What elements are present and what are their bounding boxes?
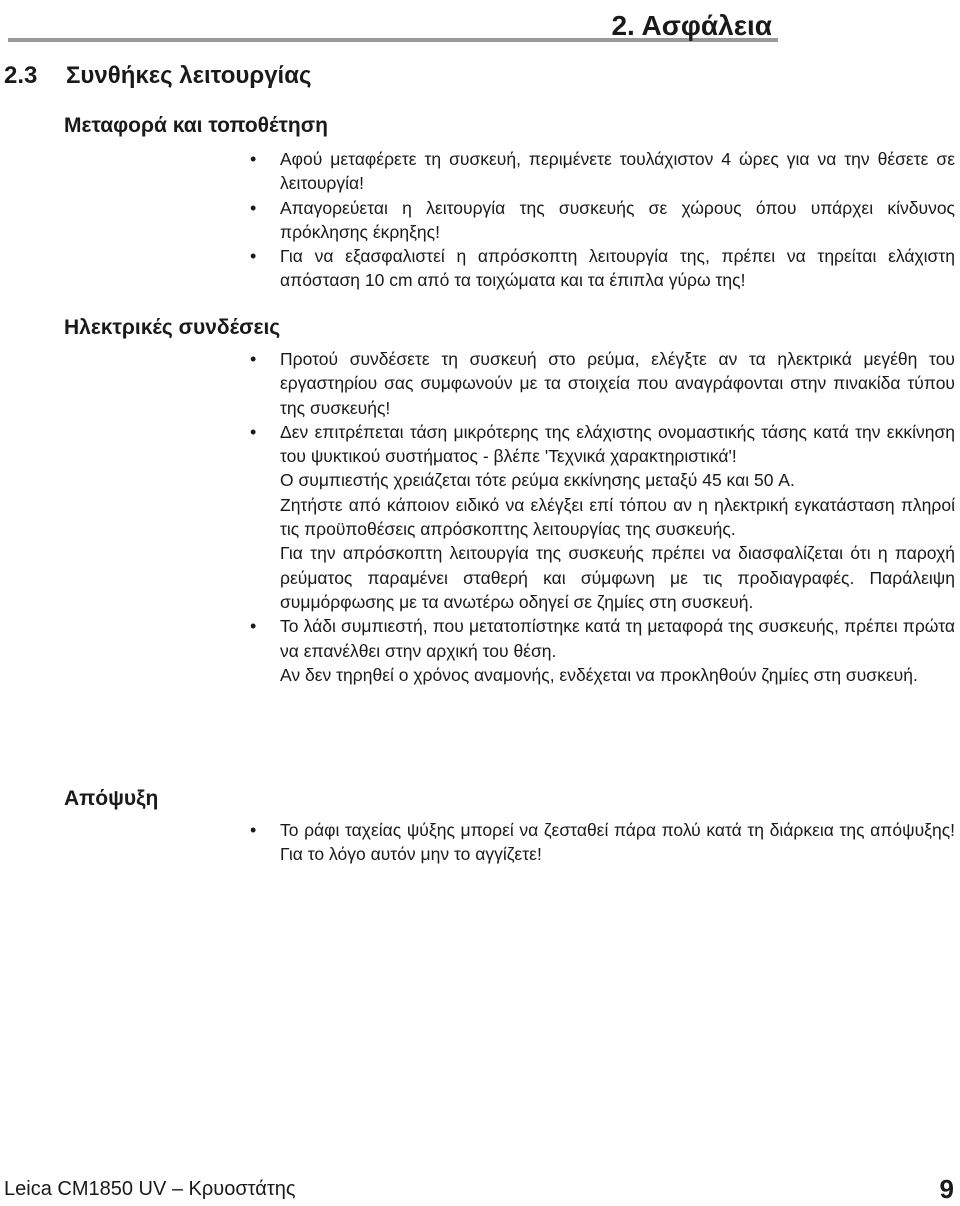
defrost-heading: Απόψυξη [64,787,159,810]
header-rule [8,8,778,42]
defrost-list [250,818,955,867]
list-item [250,614,955,687]
transport-list [250,147,955,293]
footer-product: Leica CM1850 UV – Κρυοστάτης [4,1178,296,1200]
list-item-text: Για να εξασφαλιστεί η απρόσκοπτη λειτουργία της, πρέπει να τηρείται ελάχιστη απόσταση 10 cm από τα τοιχώματα και τα έπιπλα γύρω της! [280,246,955,291]
bullet-icon: • [250,349,257,369]
page-number: 9 [939,1174,954,1204]
list-item-text: Το λάδι συμπιεστή, που μετατοπίστηκε κατά τη μεταφορά της συσκευής, πρέπει πρώτα να επανέλθει στην αρχική του θέση. [280,616,955,661]
section-title-text: Συνθήκες λειτουργίας [66,62,312,89]
list-item [250,147,955,196]
list-item-text: Αν δεν τηρηθεί ο χρόνος αναμονής, ενδέχεται να προκληθούν ζημίες στη συσκευή. [280,664,918,685]
section-title [4,62,311,90]
list-item-text: Ο συμπιεστής χρειάζεται τότε ρεύμα εκκίνησης μεταξύ 45 και 50 A. [280,470,795,491]
list-item-text: Απαγορεύεται η λειτουργία της συσκευής σε χώρους όπου υπάρχει κίνδυνος πρόκλησης έκρηξης! [280,197,955,242]
list-item-text: Ζητήστε από κάποιον ειδικό να ελέγξει επί τόπου αν η ηλεκτρική εγκατάσταση πληροί τις προϋποθέσεις απρόσκοπτης λειτουργίας της συσκευής. [280,494,955,540]
chapter-title: 2. Ασφάλεια [611,10,772,41]
section-number: 2.3 [4,62,38,89]
list-item [250,818,955,867]
bullet-icon: • [250,197,257,218]
bullet-icon: • [250,616,257,637]
list-item [250,347,955,420]
list-item-text: Δεν επιτρέπεται τάση μικρότερης της ελάχιστης ονομαστικής τάσης κατά την εκκίνηση του ψυκτικού συστήματος - βλέπε 'Τεχνικά χαρακτηριστικά'! [280,421,955,467]
list-item [250,196,955,245]
list-item-text: Προτού συνδέσετε τη συσκευή στο ρεύμα, ελέγξτε αν τα ηλεκτρικά μεγέθη του εργαστηρίου σας συμφωνούν με τα στοιχεία που αναγράφονται στην πινακίδα τύπου της συσκευής! [280,349,955,418]
list-item-text: Αφού μεταφέρετε τη συσκευή, περιμένετε τουλάχιστον 4 ώρες για να την θέσετε σε λειτουργία! [280,149,955,194]
list-item-text: Για την απρόσκοπτη λειτουργία της συσκευής πρέπει να διασφαλίζεται ότι η παροχή ρεύματος παραμένει σταθερή και σύμφωνη με τις προδιαγραφές. Παράλειψη συμμόρφωσης με τα ανωτέρω οδηγεί σε ζημίες στη συσκευή. [280,543,955,612]
bullet-icon: • [250,421,257,442]
bullet-icon: • [250,820,257,840]
list-item [250,244,955,293]
bullet-icon: • [250,246,257,267]
list-item-text: Το ράφι ταχείας ψύξης μπορεί να ζεσταθεί πάρα πολύ κατά τη διάρκεια της απόψυξης! Για το λόγο αυτόν μην το αγγίζετε! [280,820,955,865]
electrical-heading: Ηλεκτρικές συνδέσεις [64,316,281,339]
transport-heading: Μεταφορά και τοποθέτηση [64,114,328,137]
electrical-list [250,347,955,687]
list-item [250,420,955,614]
bullet-icon: • [250,149,257,169]
